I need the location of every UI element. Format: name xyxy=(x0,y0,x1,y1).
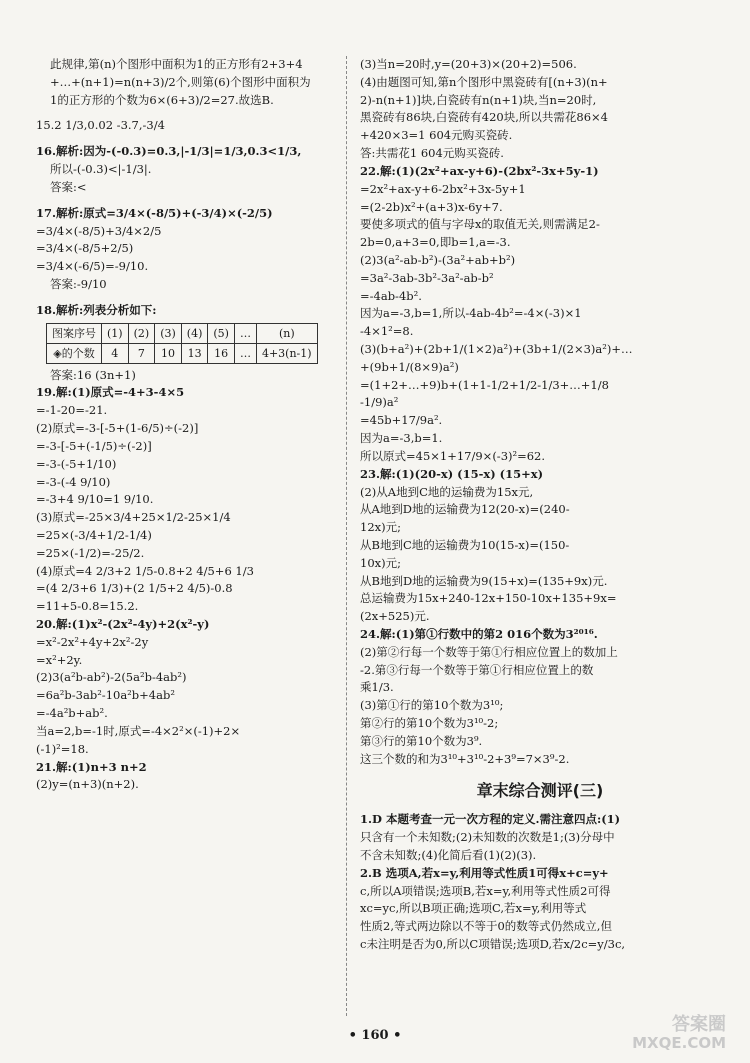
text-line: (2)第②行每一个数等于第①行相应位置上的数加上 xyxy=(360,644,618,659)
text-line: =25×(-3/4+1/2-1/4) xyxy=(36,527,152,542)
text-line: 乘1/3. xyxy=(360,680,394,695)
text-line: 1.D 本题考查一元一次方程的定义.需注意四点:(1) xyxy=(360,812,621,827)
text-line: =-3+4 9/10=1 9/10. xyxy=(36,492,154,507)
section-title: 章末综合测评(三) xyxy=(476,780,604,800)
text-line: =11+5-0.8=15.2. xyxy=(36,599,139,614)
watermark-text: 答案圈 xyxy=(672,1013,726,1035)
text-line: 第②行的第10个数为3¹⁰-2; xyxy=(360,716,499,731)
table-cell: (1) xyxy=(102,323,129,343)
text-line: 黑瓷砖有86块,白瓷砖有420块,所以共需花86×4 xyxy=(360,110,608,125)
text-line: (3)当n=20时,y=(20+3)×(20+2)=506. xyxy=(360,57,577,71)
text-line: +(9b+1/(8×9)a²) xyxy=(360,359,459,374)
right-lines-2 xyxy=(360,811,720,954)
text-line: 2.B 选项A,若x=y,利用等式性质1可得x+c=y+ xyxy=(360,865,609,880)
table-cell: 图案序号 xyxy=(47,323,102,343)
table-cell: (n) xyxy=(256,323,317,343)
text-line: 18.解析:列表分析如下: xyxy=(36,302,157,317)
text-line: -4×1²=8. xyxy=(360,324,414,339)
text-line: 总运输费为15x+240-12x+150-10x+135+9x= xyxy=(360,591,617,606)
text-line: 2)-n(n+1)]块,白瓷砖有n(n+1)块,当n=20时, xyxy=(360,92,597,107)
text-line: 性质2,等式两边除以不等于0的数等式仍然成立,但 xyxy=(360,919,612,934)
text-line: (2)原式=-3-[-5+(1-6/5)÷(-2)] xyxy=(36,421,199,436)
text-line: 答案:16 (3n+1) xyxy=(50,367,136,382)
text-line: +420×3=1 604元购买瓷砖. xyxy=(360,128,513,143)
text-line: 17.解析:原式=3/4×(-8/5)+(-3/4)×(-2/5) xyxy=(36,205,273,220)
text-line: 当a=2,b=-1时,原式=-4×2²×(-1)+2× xyxy=(36,723,241,738)
table-cell: 13 xyxy=(181,343,208,363)
table-cell: ◈的个数 xyxy=(47,343,102,363)
text-line: 10x)元; xyxy=(360,555,401,570)
text-line: =-3-(-5+1/10) xyxy=(36,456,117,471)
text-line: =(2-2b)x²+(a+3)x-6y+7. xyxy=(360,199,503,214)
pattern-table xyxy=(46,323,318,364)
text-line: -1/9)a² xyxy=(360,395,399,410)
table-cell: 16 xyxy=(208,343,235,363)
text-line: 从A地到D地的运输费为12(20-x)=(240- xyxy=(360,502,570,517)
text-line: 20.解:(1)x²-(2x²-4y)+2(x²-y) xyxy=(36,617,210,632)
text-line: 1的正方形的个数为6×(6+3)/2=27.故选B. xyxy=(50,92,274,107)
text-line: 答案:< xyxy=(50,179,87,194)
text-line: =25×(-1/2)=-25/2. xyxy=(36,545,145,560)
text-line: =-3-(-4 9/10) xyxy=(36,474,111,489)
text-line: 因为a=-3,b=1,所以-4ab-4b²=-4×(-3)×1 xyxy=(360,306,582,321)
text-line: =-4a²b+ab². xyxy=(36,706,108,721)
text-line: =2x²+ax-y+6-2bx²+3x-5y+1 xyxy=(360,181,526,196)
text-line: 这三个数的和为3¹⁰+3¹⁰-2+3⁹=7×3⁹-2. xyxy=(360,751,570,766)
text-line: 不含未知数;(4)化简后看(1)(2)(3). xyxy=(360,847,537,862)
table-cell: 4 xyxy=(102,343,129,363)
text-line: xc=yc,所以B项正确;选项C,若x=y,利用等式 xyxy=(360,901,587,916)
left-lines-2 xyxy=(36,367,336,795)
table-cell: 7 xyxy=(128,343,155,363)
text-line: =-4ab-4b². xyxy=(360,288,422,303)
text-line: =6a²b-3ab²-10a²b+4ab² xyxy=(36,688,175,703)
text-line: 15.2 1/3,0.02 -3.7,-3/4 xyxy=(36,118,165,133)
text-line: 24.解:(1)第①行数中的第2 016个数为3²⁰¹⁶. xyxy=(360,627,598,641)
right-lines xyxy=(360,56,720,769)
text-line: 22.解:(1)(2x²+ax-y+6)-(2bx²-3x+5y-1) xyxy=(360,163,599,178)
text-line: (2x+525)元. xyxy=(360,609,430,624)
text-line: 所以-(-0.3)<|-1/3|. xyxy=(50,162,152,177)
text-line: =x²-2x²+4y+2x²-2y xyxy=(36,634,149,649)
watermark-url: MXQE.COM xyxy=(632,1033,726,1052)
text-line: 要使多项式的值与字母x的取值无关,则需满足2- xyxy=(360,217,600,232)
text-line: (4)由题图可知,第n个图形中黑瓷砖有[(n+3)(n+ xyxy=(360,74,608,89)
table-cell: … xyxy=(234,343,256,363)
text-line: 答:共需花1 604元购买瓷砖. xyxy=(360,146,504,161)
text-line: (-1)²=18. xyxy=(36,741,89,756)
text-line: 第③行的第10个数为3⁹. xyxy=(360,733,483,748)
text-line: 只含有一个未知数;(2)未知数的次数是1;(3)分母中 xyxy=(360,830,615,845)
text-line: 答案:-9/10 xyxy=(50,276,107,291)
table-cell: … xyxy=(234,323,256,343)
text-line: (2)3(a²b-ab²)-2(5a²b-4ab²) xyxy=(36,670,187,685)
text-line: =(4 2/3+6 1/3)+(2 1/5+2 4/5)-0.8 xyxy=(36,581,233,596)
text-line: 12x)元; xyxy=(360,520,401,535)
text-line xyxy=(36,197,336,205)
text-line: (3)原式=-25×3/4+25×1/2-25×1/4 xyxy=(36,510,231,525)
text-line: =-1-20=-21. xyxy=(36,403,108,418)
text-line: =3/4×(-6/5)=-9/10. xyxy=(36,259,149,274)
text-line: =3/4×(-8/5+2/5) xyxy=(36,241,134,256)
text-line: =x²+2y. xyxy=(36,652,83,667)
text-line: 从B地到C地的运输费为10(15-x)=(150- xyxy=(360,537,570,552)
text-line: c未注明是否为0,所以C项错误;选项D,若x/2c=y/3c, xyxy=(360,936,626,951)
text-line: -2.第③行每一个数等于第①行相应位置上的数 xyxy=(360,662,594,677)
left-column xyxy=(36,56,336,794)
text-line: =(1+2+…+9)b+(1+1-1/2+1/2-1/3+…+1/8 xyxy=(360,377,609,392)
table-cell: 4+3(n-1) xyxy=(256,343,317,363)
text-line: (3)(b+a²)+(2b+1/(1×2)a²)+(3b+1/(2×3)a²)+… xyxy=(360,342,633,356)
text-line: 此规律,第(n)个图形中面积为1的正方形有2+3+4 xyxy=(50,57,303,71)
text-line: 19.解:(1)原式=-4+3-4×5 xyxy=(36,385,185,400)
text-line: =-3-[-5+(-1/5)÷(-2)] xyxy=(36,438,152,453)
table-cell: (4) xyxy=(181,323,208,343)
text-line xyxy=(36,135,336,143)
text-line: c,所以A项错误;选项B,若x=y,利用等式性质2可得 xyxy=(360,883,611,898)
text-line: 因为a=-3,b=1. xyxy=(360,431,443,446)
text-line: =45b+17/9a². xyxy=(360,413,443,428)
text-line: 从B地到D地的运输费为9(15+x)=(135+9x)元. xyxy=(360,573,608,588)
text-line: +…+(n+1)=n(n+3)/2个,则第(6)个图形中面积为 xyxy=(50,74,311,89)
text-line: (2)3(a²-ab-b²)-(3a²+ab+b²) xyxy=(360,252,516,267)
text-line: =3/4×(-8/5)+3/4×2/5 xyxy=(36,223,162,238)
page-number: • 160 • xyxy=(348,1028,402,1043)
watermark-logo xyxy=(632,1015,726,1051)
table-cell: 10 xyxy=(155,343,182,363)
text-line: =3a²-3ab-3b²-3a²-ab-b² xyxy=(360,270,494,285)
text-line: (2)y=(n+3)(n+2). xyxy=(36,777,139,792)
text-line xyxy=(36,294,336,302)
text-line: 21.解:(1)n+3 n+2 xyxy=(36,759,147,774)
table-row xyxy=(47,343,318,363)
text-line xyxy=(36,109,336,117)
text-line: (3)第①行的第10个数为3¹⁰; xyxy=(360,698,504,713)
text-line: (2)从A地到C地的运输费为15x元, xyxy=(360,484,534,499)
table-cell: (5) xyxy=(208,323,235,343)
table-cell: (3) xyxy=(155,323,182,343)
table-cell: (2) xyxy=(128,323,155,343)
table-header-row xyxy=(47,323,318,343)
text-line: 23.解:(1)(20-x) (15-x) (15+x) xyxy=(360,466,544,481)
text-line: 16.解析:因为-(-0.3)=0.3,|-1/3|=1/3,0.3<1/3, xyxy=(36,144,302,159)
text-line: 2b=0,a+3=0,即b=1,a=-3. xyxy=(360,235,511,250)
right-column xyxy=(360,56,720,954)
text-line: 所以原式=45×1+17/9×(-3)²=62. xyxy=(360,448,546,463)
column-divider xyxy=(346,56,347,1016)
text-line: (4)原式=4 2/3+2 1/5-0.8+2 4/5+6 1/3 xyxy=(36,563,254,578)
left-lines xyxy=(36,56,336,320)
